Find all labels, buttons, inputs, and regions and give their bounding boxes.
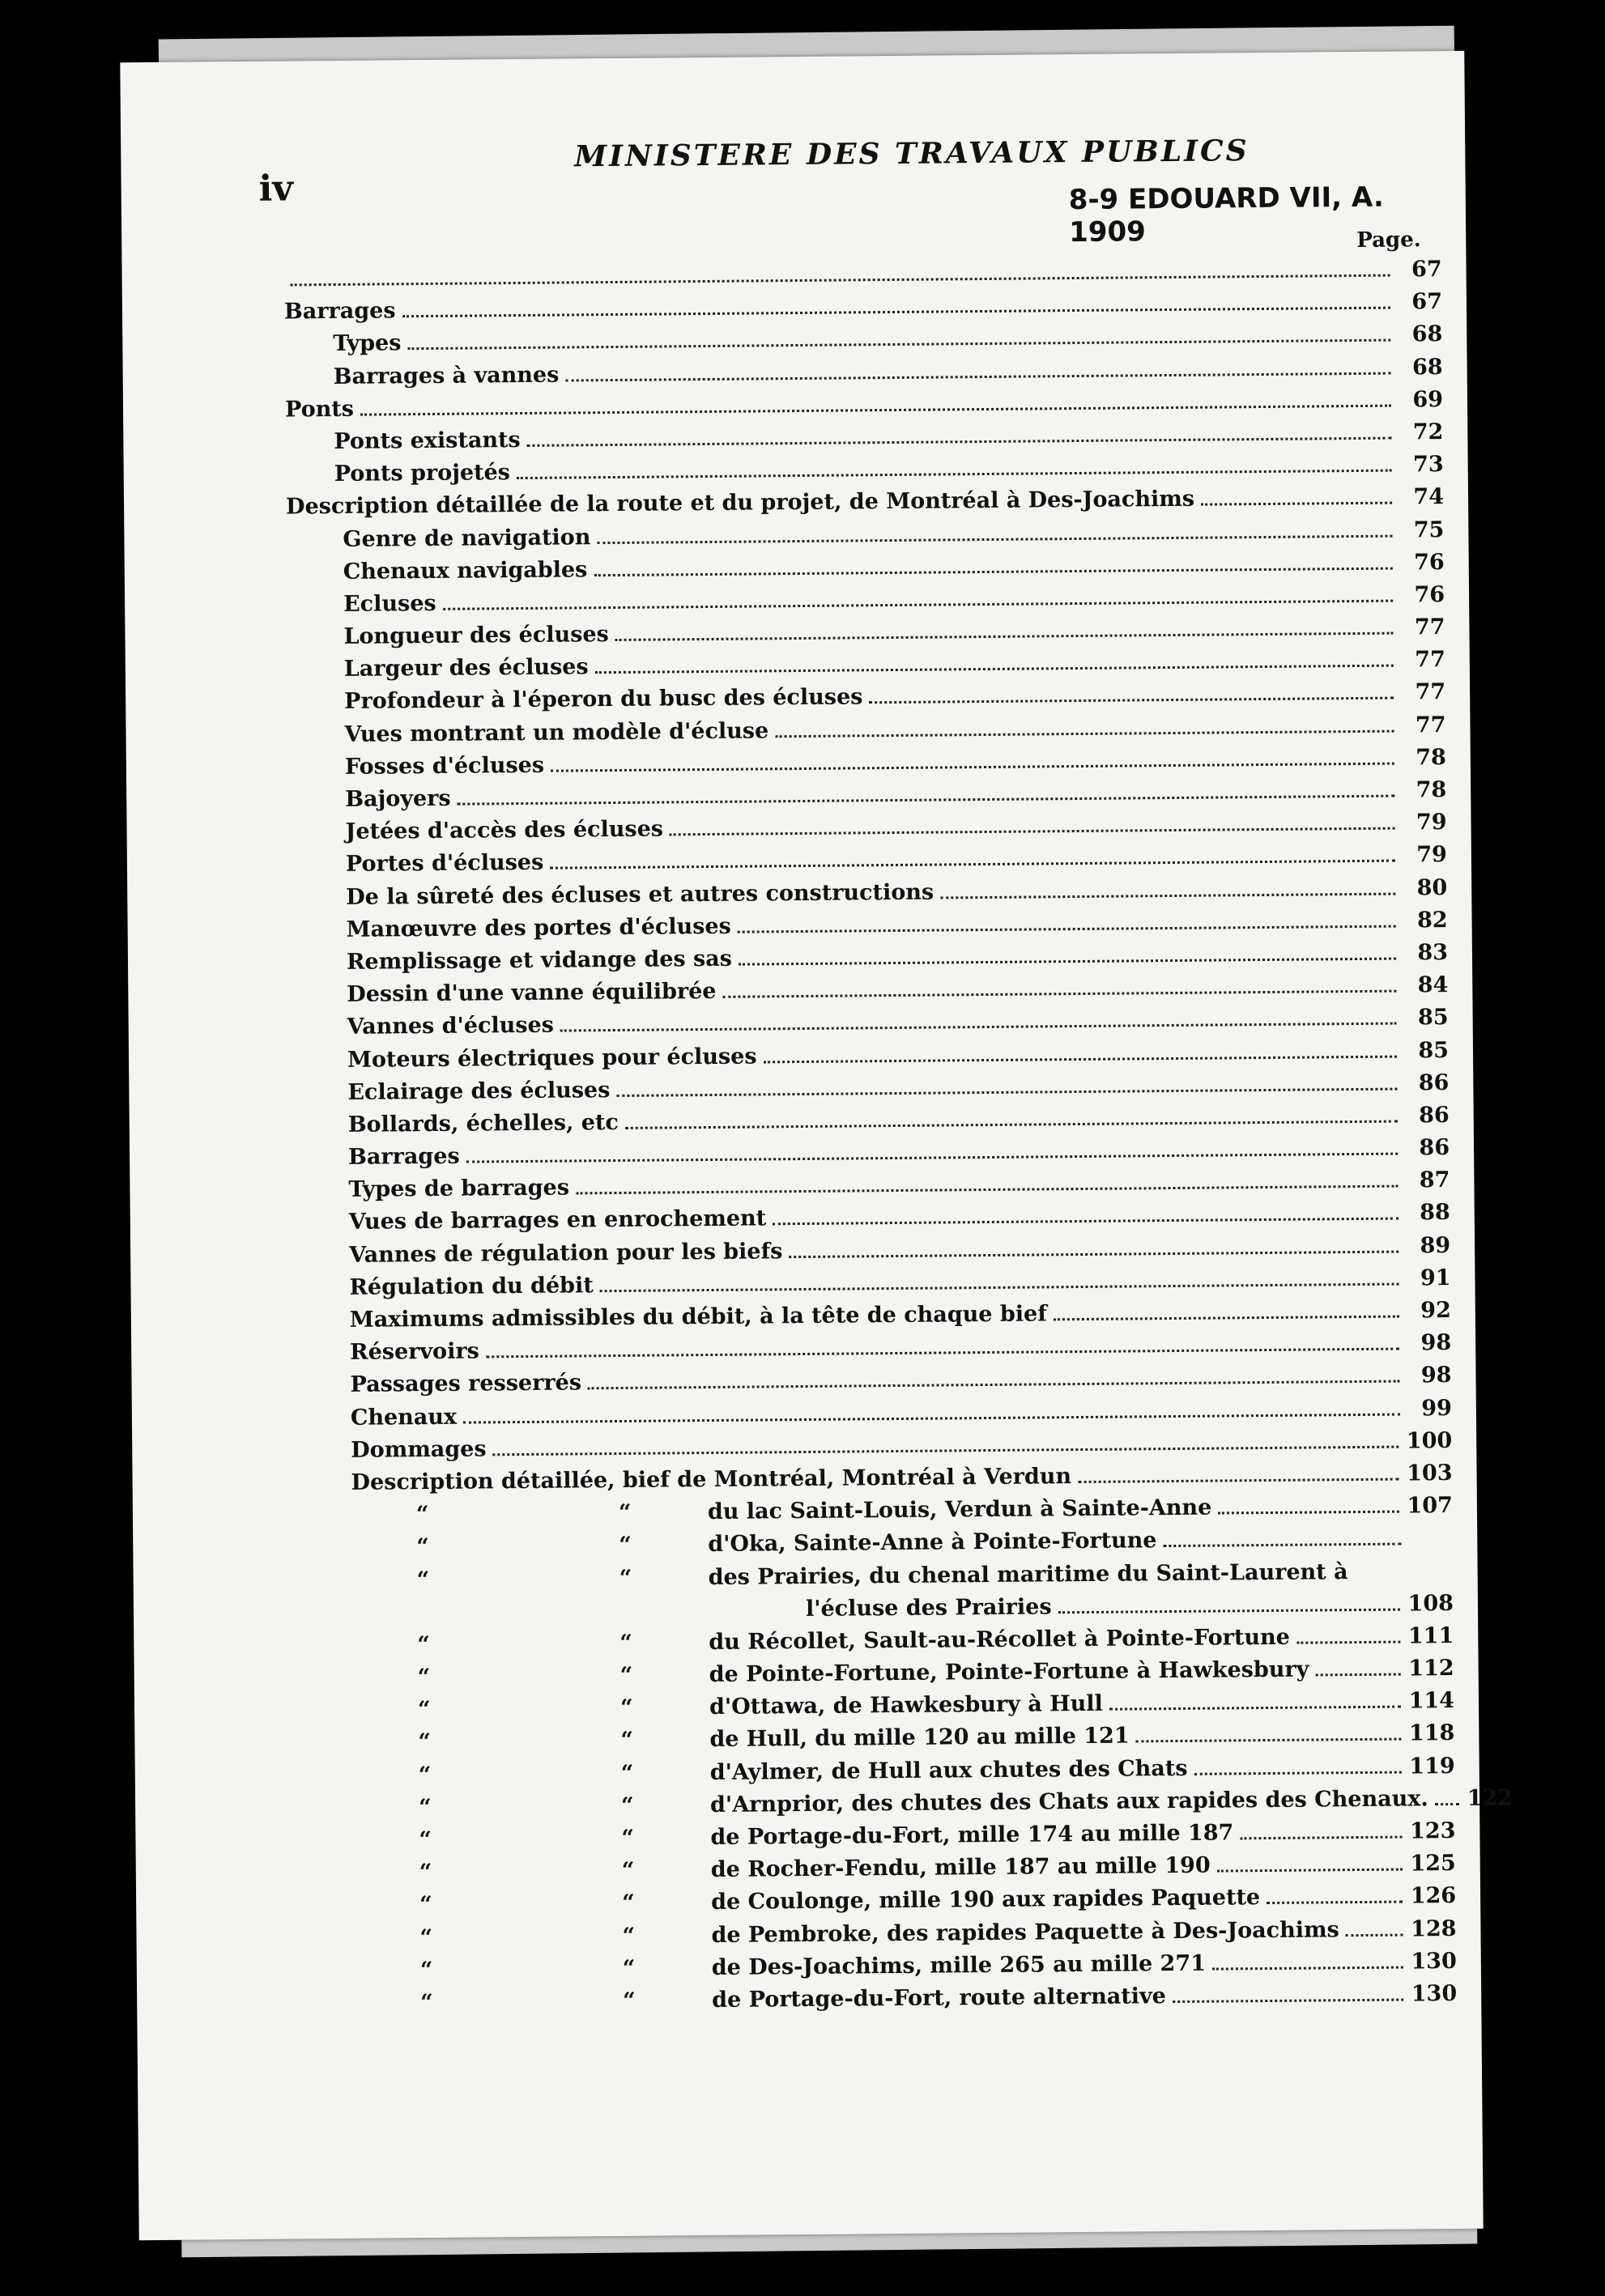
toc-entry-title: Manœuvre des portes d'écluses: [346, 913, 731, 942]
dot-leader: [407, 339, 1390, 351]
toc-entry-page: 108: [1407, 1590, 1454, 1617]
dot-leader: [775, 729, 1394, 738]
toc-entry-page: 119: [1409, 1753, 1455, 1779]
toc-entry-title: de Portage-du-Fort, mille 174 au mille 187: [710, 1820, 1234, 1851]
toc-entry-title: Chenaux navigables: [343, 556, 588, 585]
dot-leader: [594, 567, 1392, 576]
toc-entry-page: 118: [1408, 1720, 1455, 1746]
toc-entry-title: Fosses d'écluses: [344, 752, 545, 780]
dot-leader: [517, 470, 1392, 479]
toc-entry-title: Ponts projetés: [334, 460, 511, 487]
toc-entry-page: 79: [1416, 842, 1448, 868]
dot-leader: [1164, 1543, 1402, 1548]
toc-entry-page: 72: [1412, 419, 1444, 445]
dot-leader: [493, 1445, 1399, 1456]
toc-entry-page: 86: [1418, 1069, 1450, 1096]
dot-leader: [1217, 1869, 1403, 1873]
dot-leader: [600, 1282, 1399, 1292]
toc-entry-page: 82: [1416, 907, 1448, 933]
ditto-mark: “: [416, 1567, 430, 1592]
dot-leader: [466, 1153, 1398, 1163]
dot-leader: [1173, 1998, 1403, 2002]
dot-leader: [739, 958, 1396, 966]
toc-entry-page: 98: [1420, 1363, 1452, 1388]
ditto-mark: “: [417, 1631, 431, 1658]
toc-entry-title: Moteurs électriques pour écluses: [347, 1043, 757, 1073]
toc-entry-title: Barrages: [283, 298, 396, 325]
ditto-mark: “: [619, 1695, 633, 1721]
toc-entry-title: Description détaillée, bief de Montréal, Montréal à Verdun: [351, 1464, 1072, 1495]
ditto-mark: “: [419, 1827, 432, 1853]
ditto-mark: “: [622, 1890, 635, 1916]
toc-entry-page: 68: [1411, 354, 1443, 380]
toc-entry-title: Régulation du débit: [349, 1273, 594, 1300]
toc-entry-page: 86: [1419, 1135, 1450, 1161]
toc-entry-title: Description détaillée de la route et du projet, de Montréal à Des-Joachims: [285, 487, 1195, 520]
toc-entry-page: 83: [1417, 939, 1449, 966]
toc-entry-page: 77: [1415, 647, 1445, 673]
toc-entry-title: Bollards, échelles, etc: [347, 1109, 619, 1137]
toc-entry-page: 125: [1410, 1851, 1456, 1877]
ditto-mark: “: [417, 1665, 431, 1690]
toc-entry-title: Jetées d'accès des écluses: [345, 816, 664, 845]
ditto-mark: “: [419, 1860, 432, 1886]
toc-entry-title: de Des-Joachims, mille 265 au mille 271: [711, 1950, 1207, 1980]
ditto-mark: “: [418, 1729, 432, 1755]
dot-leader: [1240, 1836, 1402, 1840]
dot-leader: [1435, 1803, 1459, 1805]
toc-entry-title: Remplissage et vidange des sas: [346, 946, 733, 975]
dot-leader: [560, 1023, 1397, 1032]
toc-entry-page: 75: [1413, 517, 1445, 542]
toc-entry-page: 73: [1412, 452, 1444, 478]
toc-entry-page: 77: [1414, 614, 1445, 640]
ditto-mark: “: [620, 1792, 634, 1818]
toc-entry-page: 79: [1416, 810, 1447, 835]
toc-entry-title: Profondeur à l'éperon du busc des écluses: [344, 684, 863, 715]
toc-entry-title: Dessin d'une vanne équilibrée: [347, 979, 717, 1008]
toc-entry-title: Vannes de régulation pour les biefs: [349, 1238, 783, 1268]
toc-entry-title: Passages resserrés: [350, 1370, 582, 1398]
toc-entry-page: 78: [1416, 777, 1447, 803]
dot-leader: [1212, 1966, 1403, 1970]
toc-entry-title: Ecluses: [343, 590, 436, 617]
toc-entry-page: 74: [1413, 484, 1445, 510]
ditto-mark: “: [621, 1858, 635, 1884]
toc-entry-page: 111: [1407, 1622, 1454, 1649]
dot-leader: [723, 990, 1397, 998]
dot-leader: [940, 892, 1395, 899]
toc-entry-page: 76: [1414, 549, 1445, 576]
toc-entry-title: Dommages: [351, 1436, 487, 1463]
ditto-mark: “: [619, 1662, 633, 1689]
toc-entry-title: De la sûreté des écluses et autres constructions: [346, 879, 934, 910]
ditto-mark: “: [418, 1762, 432, 1788]
toc-entry-page: 89: [1420, 1232, 1451, 1258]
dot-leader: [764, 1055, 1397, 1063]
dot-leader: [1346, 1933, 1403, 1937]
toc-entry-title: Vues de barrages en enrochement: [348, 1205, 767, 1235]
toc-entry-page: 130: [1411, 1948, 1457, 1975]
ditto-mark: “: [620, 1728, 634, 1754]
toc-entry-title: de Coulonge, mille 190 aux rapides Paquette: [711, 1885, 1261, 1915]
dot-leader: [443, 599, 1393, 610]
dot-leader: [1218, 1511, 1399, 1515]
table-of-contents: [283, 253, 1513, 2021]
toc-entry-page: 77: [1415, 712, 1446, 738]
toc-entry-page: 77: [1415, 679, 1446, 705]
ditto-mark: “: [621, 1825, 635, 1851]
ditto-mark: “: [619, 1630, 633, 1656]
ditto-mark: “: [419, 1924, 433, 1950]
toc-entry-title: Maximums admissibles du débit, à la tête de chaque bief: [349, 1301, 1048, 1333]
toc-entry-page: 69: [1412, 386, 1444, 413]
toc-entry-page: 128: [1410, 1915, 1457, 1942]
toc-entry-page: 85: [1417, 1005, 1449, 1031]
toc-entry-title: Chenaux: [350, 1404, 458, 1431]
dot-leader: [527, 437, 1392, 447]
ditto-mark: “: [415, 1502, 429, 1528]
dot-leader: [595, 665, 1394, 674]
toc-entry-title: Bajoyers: [345, 785, 451, 812]
toc-entry-title: Vannes d'écluses: [347, 1012, 555, 1040]
ditto-mark: “: [618, 1499, 632, 1526]
dot-leader: [789, 1250, 1399, 1258]
dot-leader: [463, 1413, 1400, 1423]
dot-leader: [869, 697, 1394, 704]
toc-entry-page: 91: [1420, 1265, 1451, 1291]
ditto-mark: “: [619, 1565, 632, 1591]
toc-entry-title: Types: [333, 330, 402, 357]
ditto-mark: “: [622, 1955, 636, 1981]
dot-leader: [1054, 1316, 1399, 1321]
dot-leader: [1267, 1901, 1403, 1904]
toc-entry-page: 67: [1411, 289, 1443, 315]
toc-entry-title: Eclairage des écluses: [347, 1077, 611, 1105]
toc-entry-title: de Hull, du mille 120 au mille 121: [709, 1723, 1130, 1753]
toc-entry-title: Genre de navigation: [343, 524, 591, 552]
dot-leader: [291, 274, 1390, 287]
ditto-mark: “: [620, 1760, 634, 1786]
toc-entry-title: du lac Saint-Louis, Verdun à Sainte-Anne: [707, 1495, 1212, 1525]
dot-leader: [625, 1120, 1398, 1129]
session-reference: 8-9 EDOUARD VII, A. 1909: [1068, 181, 1384, 249]
toc-entry-page: 130: [1411, 1980, 1458, 2007]
ditto-mark: “: [420, 1989, 433, 2016]
toc-entry-title: de Rocher-Fendu, mille 187 au mille 190: [710, 1852, 1211, 1883]
toc-entry-page: 85: [1418, 1037, 1450, 1063]
dot-leader: [458, 795, 1395, 806]
toc-entry-title: Vues montrant un modèle d'écluse: [344, 717, 769, 747]
document-page: [120, 51, 1513, 2240]
toc-entry-title: d'Ottawa, de Hawkesbury à Hull: [709, 1691, 1103, 1720]
toc-entry-title: Ponts: [284, 396, 355, 423]
toc-entry-title: Portes d'écluses: [345, 850, 544, 878]
dot-leader: [1078, 1478, 1399, 1483]
toc-entry-page: 84: [1417, 972, 1449, 998]
ditto-mark: “: [417, 1697, 431, 1723]
toc-entry-title: des Prairies, du chenal maritime du Saint-Laurent à: [708, 1558, 1348, 1590]
ditto-mark: “: [419, 1957, 433, 1983]
toc-entry-title: l'écluse des Prairies: [805, 1594, 1052, 1622]
toc-entry-page: 123: [1409, 1818, 1456, 1844]
dot-leader: [1315, 1673, 1400, 1677]
toc-entry-title: de Pembroke, des rapides Paquette à Des-Joachims: [711, 1916, 1339, 1948]
toc-entry-title: Largeur des écluses: [343, 654, 589, 682]
toc-entry-title: Réservoirs: [350, 1338, 479, 1366]
dot-leader: [402, 307, 1390, 318]
toc-entry-page: 86: [1418, 1102, 1450, 1129]
dot-leader: [1296, 1640, 1400, 1643]
dot-leader: [588, 1380, 1400, 1390]
toc-entry-title: de Pointe-Fortune, Pointe-Fortune à Hawkesbury: [709, 1656, 1309, 1688]
toc-entry-page: 122: [1467, 1785, 1513, 1811]
toc-entry-title: du Récollet, Sault-au-Récollet à Pointe-Fortune: [709, 1624, 1290, 1655]
ditto-mark: “: [619, 1533, 632, 1558]
ditto-mark: “: [418, 1794, 432, 1820]
toc-entry-title: Barrages: [347, 1143, 460, 1170]
toc-entry-page: 98: [1420, 1330, 1452, 1356]
toc-entry-page: 114: [1408, 1688, 1455, 1714]
toc-entry-page: 87: [1419, 1167, 1450, 1193]
toc-entry-page: 67: [1411, 257, 1442, 283]
toc-entry-page: 92: [1420, 1298, 1451, 1324]
toc-entry-title: Types de barrages: [348, 1175, 570, 1203]
toc-entry-title: d'Oka, Sainte-Anne à Pointe-Fortune: [708, 1528, 1157, 1558]
ditto-mark: “: [416, 1534, 429, 1560]
page-number: iv: [258, 168, 294, 210]
ditto-mark: “: [419, 1892, 432, 1918]
dot-leader: [1109, 1706, 1401, 1711]
toc-entry-page: 88: [1420, 1200, 1450, 1226]
dot-leader: [738, 925, 1396, 933]
ditto-mark: “: [623, 1988, 636, 2013]
toc-entry-title: d'Aylmer, de Hull aux chutes des Chats: [709, 1755, 1188, 1785]
toc-entry-title: Barrages à vannes: [333, 362, 560, 389]
toc-entry-page: 99: [1421, 1395, 1452, 1421]
toc-entry-page: 80: [1416, 874, 1448, 900]
dot-leader: [1058, 1608, 1400, 1614]
dot-leader: [773, 1218, 1399, 1226]
toc-entry-page: 112: [1408, 1656, 1454, 1682]
dot-leader: [551, 762, 1394, 772]
ditto-mark: “: [622, 1923, 636, 1949]
running-title: MINISTERE DES TRAVAUX PUBLICS: [574, 134, 1250, 174]
toc-entry-page: 100: [1406, 1427, 1453, 1454]
dot-leader: [550, 860, 1395, 870]
toc-entry-title: Ponts existants: [334, 427, 521, 454]
toc-entry-page: 78: [1416, 744, 1446, 771]
toc-entry-page: 103: [1407, 1460, 1453, 1486]
dot-leader: [1201, 502, 1392, 506]
dot-leader: [670, 827, 1395, 836]
dot-leader: [565, 372, 1390, 381]
dot-leader: [486, 1348, 1399, 1358]
dot-leader: [616, 1087, 1397, 1096]
toc-entry-page: 68: [1411, 321, 1443, 347]
toc-entry-title: d'Arnprior, des chutes des Chats aux rapides des Chenaux.: [709, 1786, 1428, 1818]
dot-leader: [360, 404, 1391, 415]
dot-leader: [1136, 1738, 1401, 1743]
toc-entry-page: 107: [1407, 1493, 1454, 1519]
dot-leader: [576, 1185, 1398, 1195]
dot-leader: [615, 632, 1394, 641]
toc-entry-title: de Portage-du-Fort, route alternative: [712, 1983, 1166, 2013]
dot-leader: [1194, 1771, 1402, 1775]
toc-entry-title: Longueur des écluses: [343, 622, 609, 649]
dot-leader: [597, 534, 1392, 544]
toc-entry-page: 126: [1410, 1883, 1457, 1909]
page-column-label: Page.: [1356, 227, 1421, 253]
toc-entry-page: 76: [1414, 581, 1445, 608]
